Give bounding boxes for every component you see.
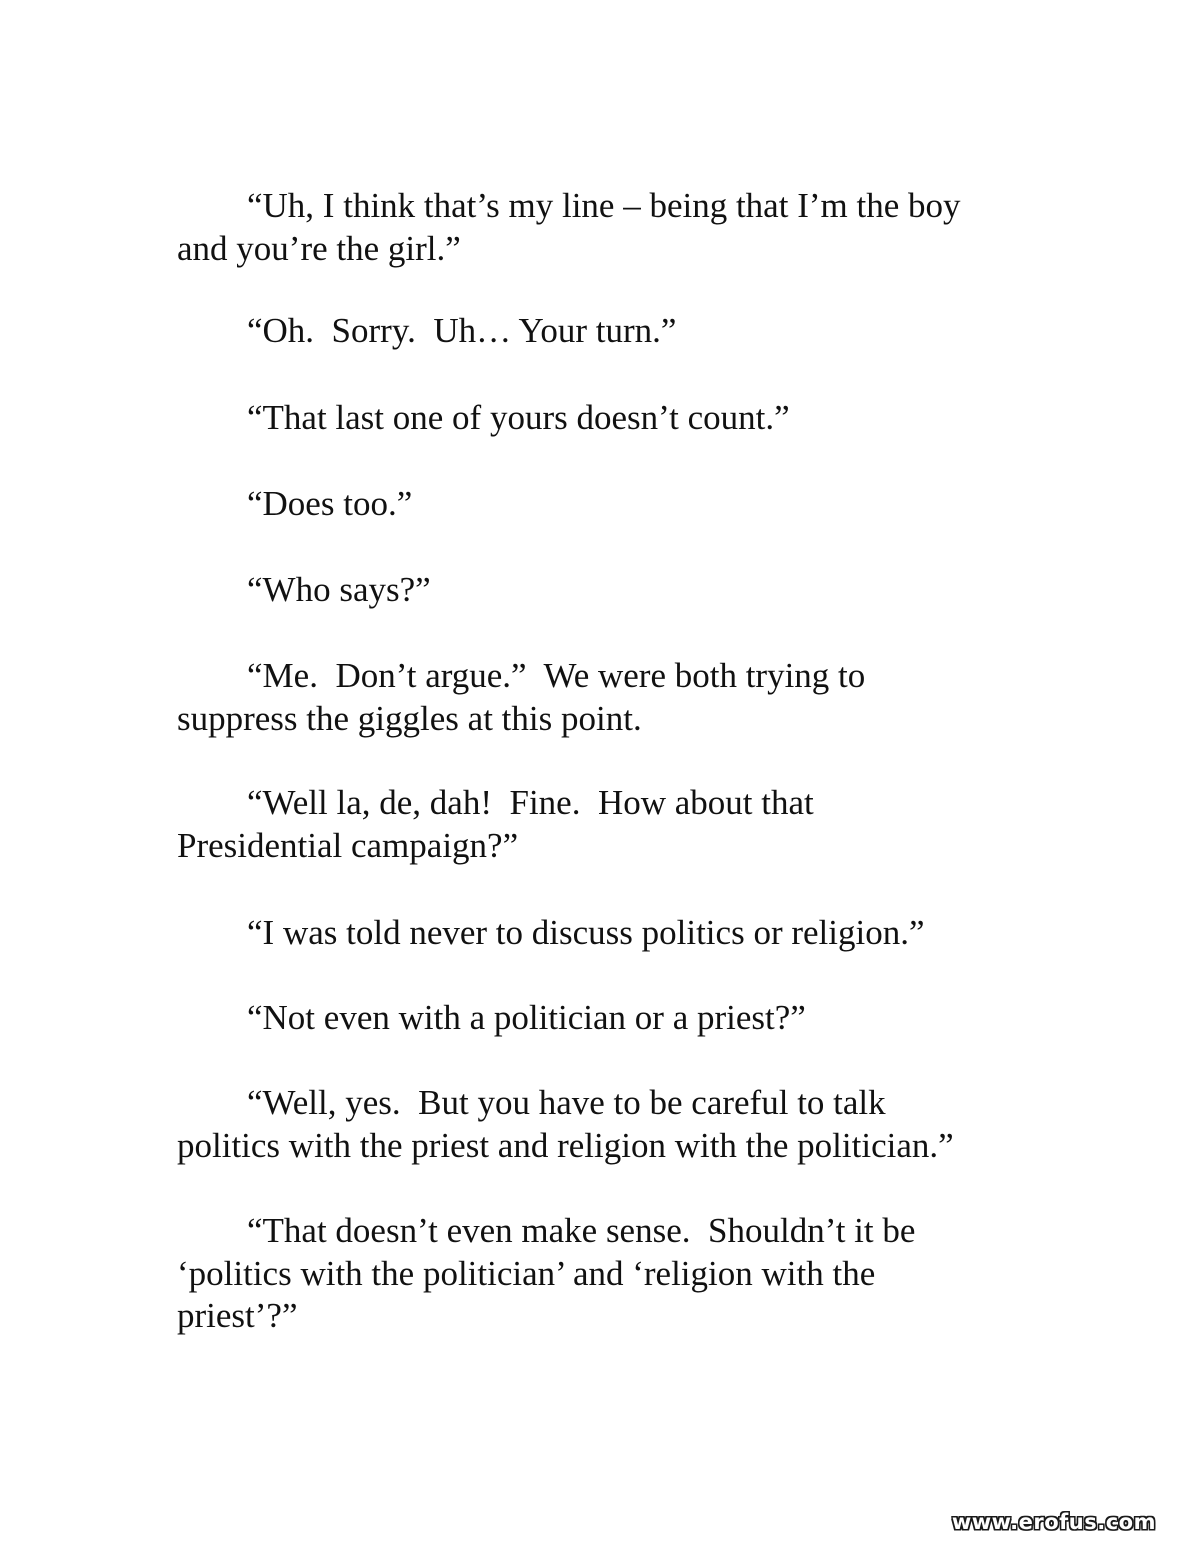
paragraph: “That doesn’t even make sense. Shouldn’t it be ‘politics with the politician’ and ‘religion with the priest’?”: [177, 1211, 916, 1335]
watermark-text: www.erofus.com: [951, 1510, 1156, 1534]
paragraph: “Oh. Sorry. Uh… Your turn.”: [247, 311, 677, 350]
paragraph: “Who says?”: [247, 570, 431, 609]
paragraph: “Well la, de, dah! Fine. How about that Presidential campaign?”: [177, 783, 814, 865]
paragraph: “Not even with a politician or a priest?”: [247, 998, 806, 1037]
paragraph: “Does too.”: [247, 484, 413, 523]
paragraph: “That last one of yours doesn’t count.”: [247, 398, 790, 437]
paragraph: “I was told never to discuss politics or religion.”: [247, 913, 925, 952]
paragraph: “Uh, I think that’s my line – being that I’m the boy and you’re the girl.”: [177, 186, 961, 268]
paragraph: “Me. Don’t argue.” We were both trying to suppress the giggles at this point.: [177, 656, 866, 738]
paragraph: “Well, yes. But you have to be careful to talk politics with the priest and religion with the politician.”: [177, 1083, 954, 1165]
